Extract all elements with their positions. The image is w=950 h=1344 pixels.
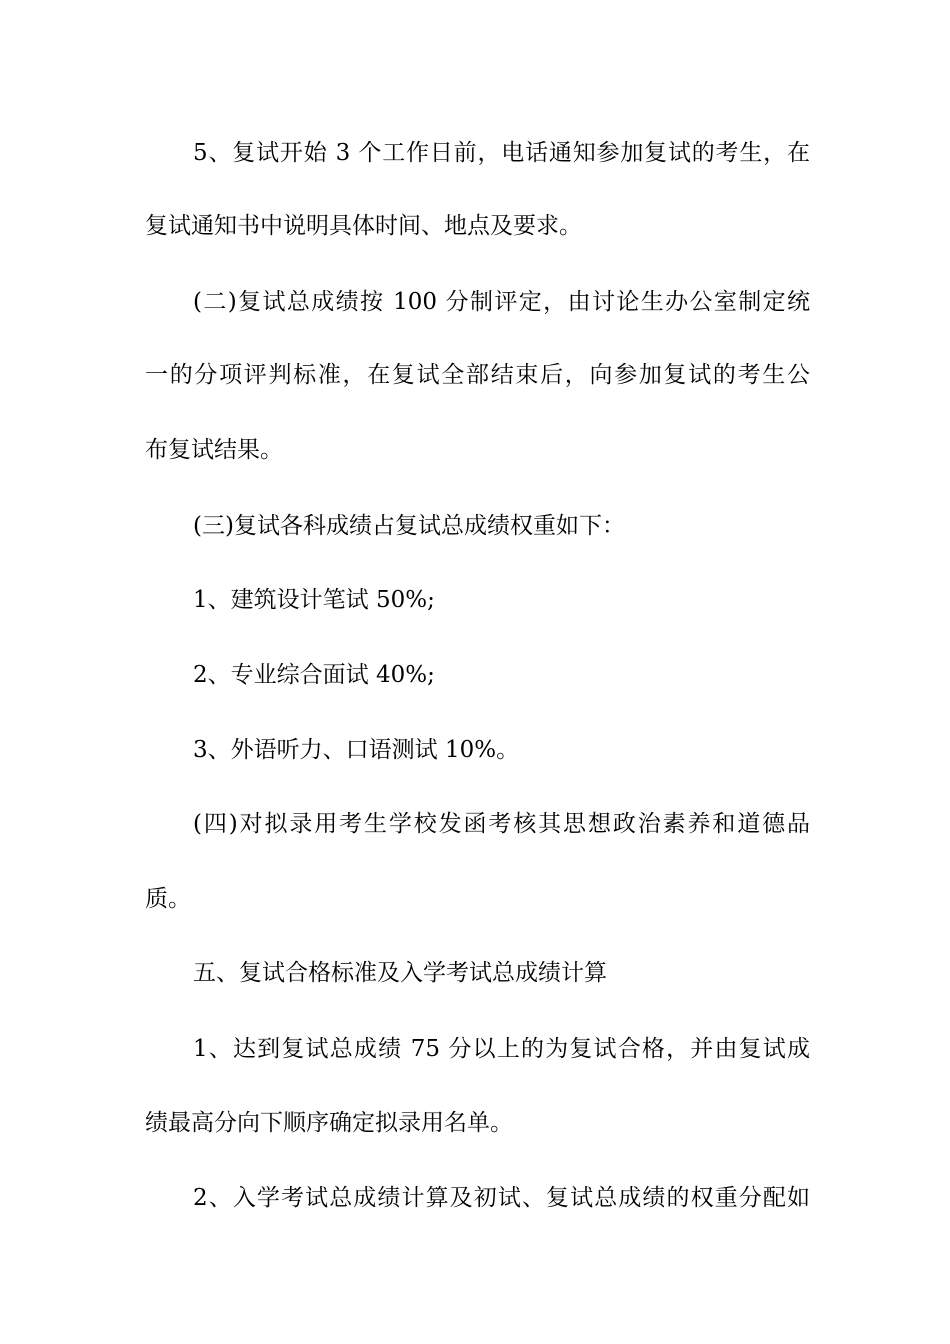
text-line: 5、复试开始 3 个工作日前，电话通知参加复试的考生，在 [193,140,810,166]
text-line: (四)对拟录用考生学校发函考核其思想政治素养和道德品 [193,811,810,837]
text-line: 3、外语听力、口语测试 10%。 [193,737,520,763]
text-line: 一的分项评判标准，在复试全部结束后，向参加复试的考生公 [145,362,810,388]
text-line: 复试通知书中说明具体时间、地点及要求。 [145,213,582,239]
text-line: (二)复试总成绩按 100 分制评定，由讨论生办公室制定统 [193,289,810,315]
text-line: 2、专业综合面试 40%; [193,662,435,688]
text-line: (三)复试各科成绩占复试总成绩权重如下： [193,513,625,539]
text-line: 1、建筑设计笔试 50%; [193,587,435,613]
text-line: 布复试结果。 [145,437,283,463]
section-heading: 五、复试合格标准及入学考试总成绩计算 [193,960,607,986]
text-line: 2、入学考试总成绩计算及初试、复试总成绩的权重分配如 [193,1185,810,1211]
text-line: 质。 [145,886,191,912]
text-line: 1、达到复试总成绩 75 分以上的为复试合格，并由复试成 [193,1036,810,1062]
text-line: 绩最高分向下顺序确定拟录用名单。 [145,1110,513,1136]
